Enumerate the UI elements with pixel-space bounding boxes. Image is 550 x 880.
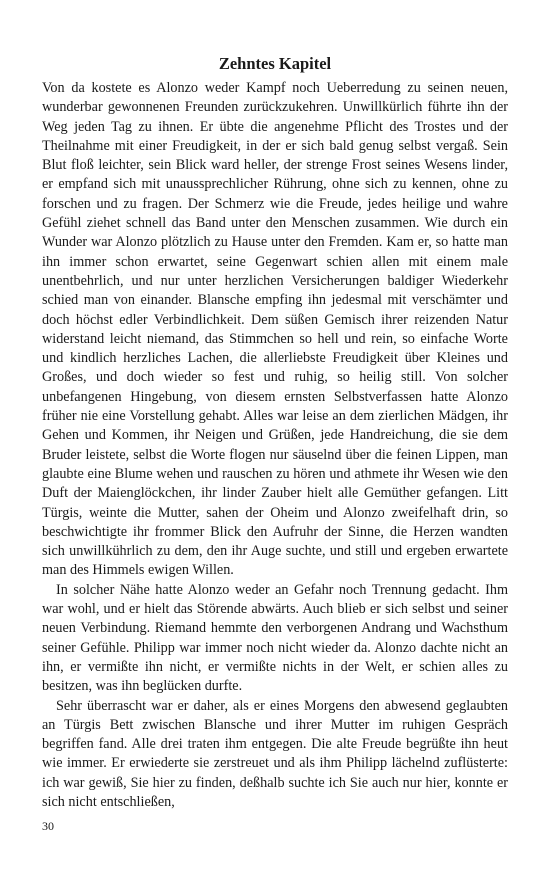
paragraph-1: Von da kostete es Alonzo weder Kampf noch Ueberredung zu seinen neuen, wunderbar gewonnenen Freunden zurückzukehren. Unwillkürlich führte ihn der Weg jeden Tag zu ihnen. Er übte die angenehme Pflicht des Trostes und der Theilnahme mit einer Freudigkeit, in der er sich bald genug selbst vergaß. Sein Blut floß leichter, sein Blick ward heller, der strenge Frost seines Wesens linder, er empfand sich mit unaussprechlicher Rührung, ohne sich zu kennen, ohne zu forschen und zu fragen. Der Schmerz wie die Freude, jedes heilige und wahre Gefühl ziehet schnell das Band unter den Menschen zusammen. Wie durch ein Wunder war Alonzo plötzlich zu Hause unter den Fremden. Kam er, so hatte man ihn immer schon erwartet, seine Gegenwart schien allen mit einem male unentbehrlich, und nur unter herzlichen Versicherungen baldiger Wiederkehr schied man von einander. Blansche empfing ihn jedesmal mit verschämter und doch höchst edler Verbindlichkeit. Dem süßen Gemisch ihrer reizenden Natur widerstand leicht niemand, das Stimmchen so hell und rein, so einfache Worte und kindlich herzliches Lachen, die allerliebste Freudigkeit über Kleines und Großes, und doch wieder so fest und ruhig, so heilig still. Von solcher unbefangenen Hingebung, von diesem ernsten Selbstverfassen hatte Alonzo früher nie eine Vorstellung gehabt. Alles war leise an dem zierlichen Mädgen, ihr Gehen und Kommen, ihr Neigen und Grüßen, jede Handreichung, die sie dem Bruder leistete, selbst die Worte flogen nur säuselnd über die feinen Lippen, man glaubte eine Blume wehen und rauschen zu hören und athmete ihr Wesen wie den Duft der Maienglöckchen, ihr linder Zauber hielt alle Gemüther gefangen. Litt Türgis, weinte die Mutter, sahen der Oheim und Alonzo zweifelhaft drin, so beschwichtigte ihr frommer Blick den Aufruhr der Sinne, die Herzen wandten sich unwillkührlich zu dem, den ihr Auge suchte, und still und ergeben erwartete man des Himmels ewigen Willen.: [42, 80, 508, 579]
paragraph-2: In solcher Nähe hatte Alonzo weder an Gefahr noch Trennung gedacht. Ihm war wohl, und er hielt das Störende abwärts. Auch blieb er sich selbst und seiner neuen Verbindung. Riemand hemmte den verborgenen Andrang und Wachsthum seiner Gefühle. Philipp war immer noch nicht wieder da. Alonzo dachte nicht an ihn, er vermißte ihn nicht, er vermißte nichts in der Welt, er schien alles zu besitzen, was ihn beglücken durfte.: [42, 581, 508, 695]
chapter-title: Zehntes Kapitel: [218, 54, 332, 73]
body-text: [42, 79, 508, 812]
paragraph-3: Sehr überrascht war er daher, als er eines Morgens den abwesend geglaubten an Türgis Bett zwischen Blansche und ihrer Mutter im ruhigen Gespräch begriffen fand. Alle drei traten ihm entgegen. Die alte Freude begrüßte ihn heut wie immer. Er erwiederte sie zerstreuet und als ihm Philipp lächelnd zuflüsterte: ich war gewiß, Sie hier zu finden, deßhalb suchte ich Sie auch nur hier, konnte er sich nicht entschließen,: [42, 697, 508, 810]
page-number: 30: [42, 819, 54, 833]
book-page: [42, 52, 508, 812]
